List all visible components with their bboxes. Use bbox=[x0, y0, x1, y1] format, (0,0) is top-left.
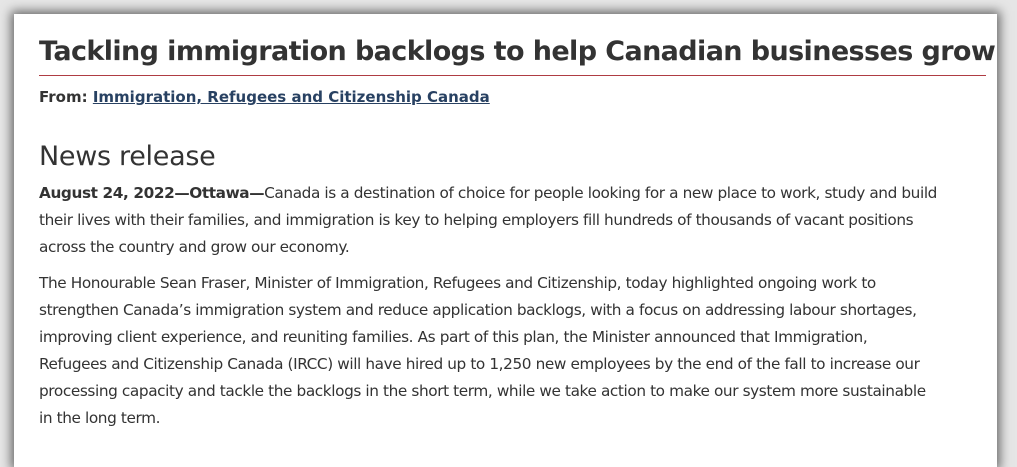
dateline-date: August 24, 2022 bbox=[39, 184, 175, 202]
paragraph-2-line: strengthen Canada’s immigration system and reduce application backlogs, with a focus on addressing labour shortages, bbox=[39, 301, 917, 319]
from-line bbox=[39, 87, 989, 107]
dateline-separator: — bbox=[249, 184, 265, 202]
dateline-separator: — bbox=[174, 184, 190, 202]
paragraph-1 bbox=[39, 180, 989, 261]
article-frame bbox=[14, 14, 997, 467]
article-content bbox=[39, 34, 996, 432]
paragraph-1-line-1 bbox=[39, 180, 989, 207]
paragraph-2-line: The Honourable Sean Fraser, Minister of Immigration, Refugees and Citizenship, today highlighted ongoing work to bbox=[39, 274, 876, 292]
paragraph-2-line: Refugees and Citizenship Canada (IRCC) will have hired up to 1,250 new employees by the end of the fall to increase our bbox=[39, 355, 920, 373]
paragraph-2-line: processing capacity and tackle the backlogs in the short term, while we take action to make our system more sustainable bbox=[39, 382, 926, 400]
paragraph-2-line: improving client experience, and reuniting families. As part of this plan, the Minister announced that Immigration, bbox=[39, 328, 868, 346]
dateline-place: Ottawa bbox=[189, 184, 250, 202]
paragraph-1-line-3: across the country and grow our economy. bbox=[39, 238, 350, 256]
paragraph-2 bbox=[39, 270, 989, 432]
paragraph-1-line-2: their lives with their families, and immigration is key to helping employers fill hundreds of thousands of vacant positions bbox=[39, 211, 914, 229]
page-title: Tackling immigration backlogs to help Canadian businesses grow bbox=[39, 36, 996, 67]
paragraph-2-line: in the long term. bbox=[39, 409, 161, 427]
paragraph-1-text: Canada is a destination of choice for people looking for a new place to work, study and build bbox=[264, 184, 937, 202]
title-divider bbox=[39, 75, 986, 76]
department-link[interactable]: Immigration, Refugees and Citizenship Canada bbox=[92, 88, 490, 106]
section-heading: News release bbox=[39, 141, 216, 172]
from-label: From: bbox=[39, 88, 93, 106]
